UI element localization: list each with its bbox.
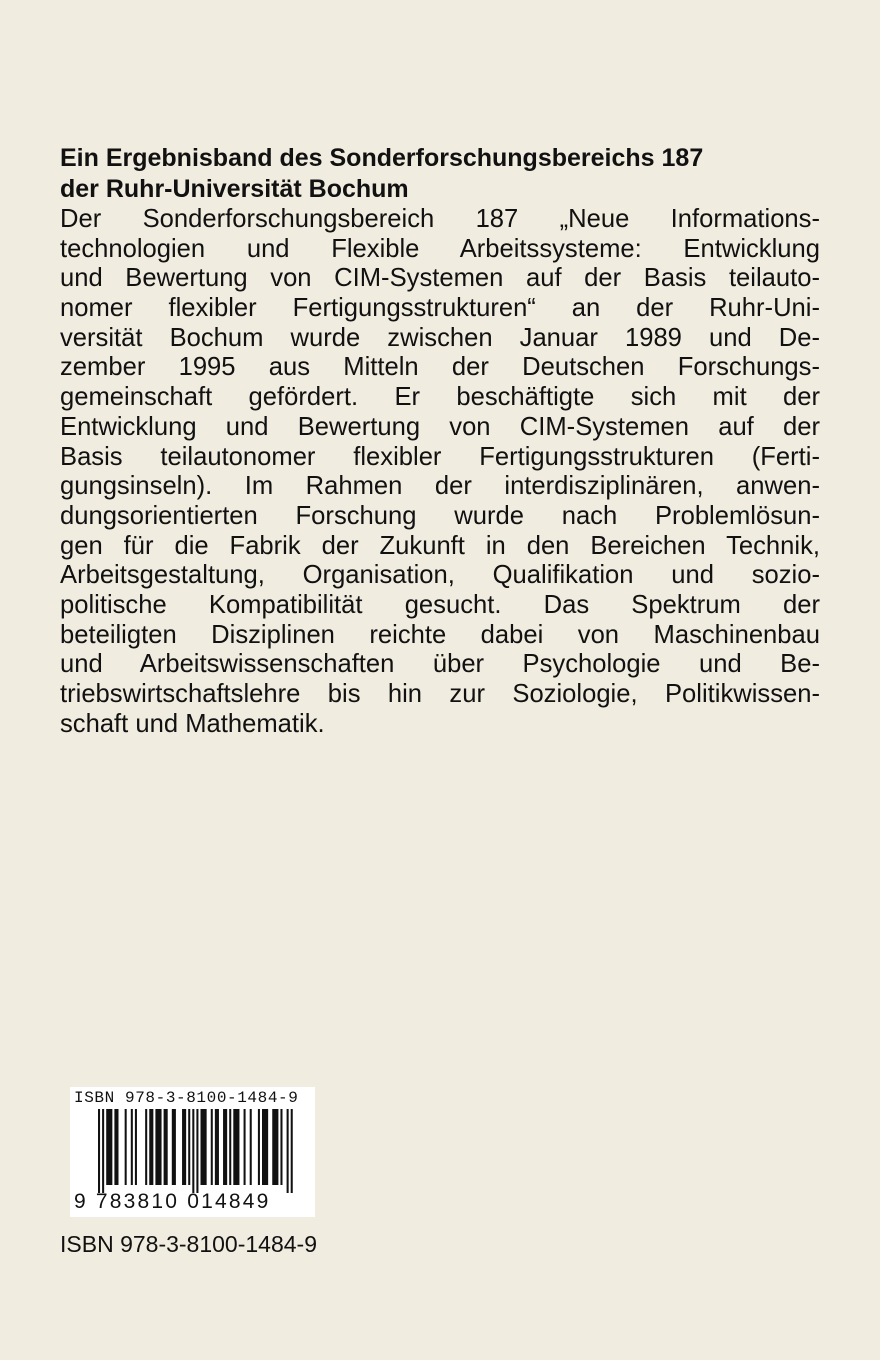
body-line: triebswirtschaftslehre bis hin zur Soziologie, Politikwissen-: [60, 680, 820, 708]
body-line: gen für die Fabrik der Zukunft in den Bereichen Technik,: [60, 531, 820, 560]
barcode-bar: [229, 1109, 231, 1185]
body-line: und Arbeitswissenschaften über Psychologie und Be-: [60, 650, 820, 679]
barcode-bar: [106, 1109, 112, 1185]
body-line: Basis teilautonomer flexibler Fertigungsstrukturen (Ferti-: [60, 442, 820, 471]
body-line: nomer flexibler Fertigungsstrukturen“ an der Ruhr-Uni-: [60, 294, 820, 323]
barcode-guard-bar: [287, 1109, 289, 1193]
body-line: Entwicklung und Bewertung von CIM-Systemen auf der: [60, 412, 820, 441]
body-line: zember 1995 aus Mitteln der Deutschen Forschungs-: [60, 353, 820, 382]
barcode-bar: [164, 1109, 168, 1185]
body-line: gemeinschaft gefördert. Er beschäftigte sich mit der: [60, 383, 820, 412]
barcode-guard-bar: [291, 1109, 293, 1193]
body-line: Der Sonderforschungsbereich 187 „Neue Informations-: [60, 205, 820, 233]
body-line: technologien und Flexible Arbeitssysteme: Entwicklung: [60, 234, 820, 263]
barcode-isbn-text: ISBN 978-3-8100-1484-9: [74, 1089, 299, 1107]
body-line: schaft und Mathematik.: [60, 709, 325, 738]
barcode-bar: [149, 1109, 153, 1185]
body-line: dungsorientierten Forschung wurde nach Problemlösun-: [60, 501, 820, 530]
barcode-bar: [244, 1109, 246, 1185]
body-paragraph: [60, 205, 820, 739]
barcode-bar: [131, 1109, 133, 1185]
barcode-bar: [155, 1109, 161, 1185]
barcode-guard-bar: [98, 1109, 100, 1193]
heading-line-1: Ein Ergebnisband des Sonderforschungsbereichs 187: [60, 144, 704, 172]
barcode-bar: [258, 1109, 260, 1185]
barcode-guard-bar: [192, 1109, 194, 1193]
heading-line-2: der Ruhr-Universität Bochum: [60, 175, 409, 203]
body-line: gungsinseln). Im Rahmen der interdisziplinären, anwen-: [60, 472, 820, 501]
barcode-bars: [70, 1109, 315, 1194]
barcode-bar: [233, 1109, 239, 1185]
body-line: beteiligten Disziplinen reichte dabei von Maschinenbau: [60, 620, 820, 649]
body-line: versität Bochum wurde zwischen Januar 1989 und De-: [60, 323, 820, 352]
barcode-bar: [250, 1109, 252, 1185]
barcode-bar: [182, 1109, 186, 1185]
barcode-bar: [188, 1109, 190, 1185]
barcode-bar: [211, 1109, 213, 1185]
barcode-bar: [272, 1109, 278, 1185]
barcode-bar: [135, 1109, 137, 1185]
barcode-bar: [223, 1109, 227, 1185]
back-cover-blurb: [60, 143, 820, 739]
barcode-guard-bar: [196, 1109, 198, 1193]
barcode-bar: [172, 1109, 176, 1185]
body-line: Arbeitsgestaltung, Organisation, Qualifikation und sozio-: [60, 561, 820, 590]
barcode-bar: [125, 1109, 127, 1185]
barcode-bar: [114, 1109, 118, 1185]
barcode-bar: [145, 1109, 147, 1185]
barcode-bar: [262, 1109, 268, 1185]
barcode: [70, 1087, 315, 1217]
isbn-label: ISBN 978-3-8100-1484-9: [60, 1231, 317, 1257]
barcode-bar: [201, 1109, 207, 1185]
barcode-bar: [215, 1109, 219, 1185]
barcode-bar: [280, 1109, 282, 1185]
body-line: politische Kompatibilität gesucht. Das Spektrum der: [60, 590, 820, 619]
barcode-digits: 9 783810 014849: [74, 1190, 271, 1213]
body-line: und Bewertung von CIM-Systemen auf der Basis teilauto-: [60, 264, 820, 293]
barcode-guard-bar: [102, 1109, 104, 1193]
